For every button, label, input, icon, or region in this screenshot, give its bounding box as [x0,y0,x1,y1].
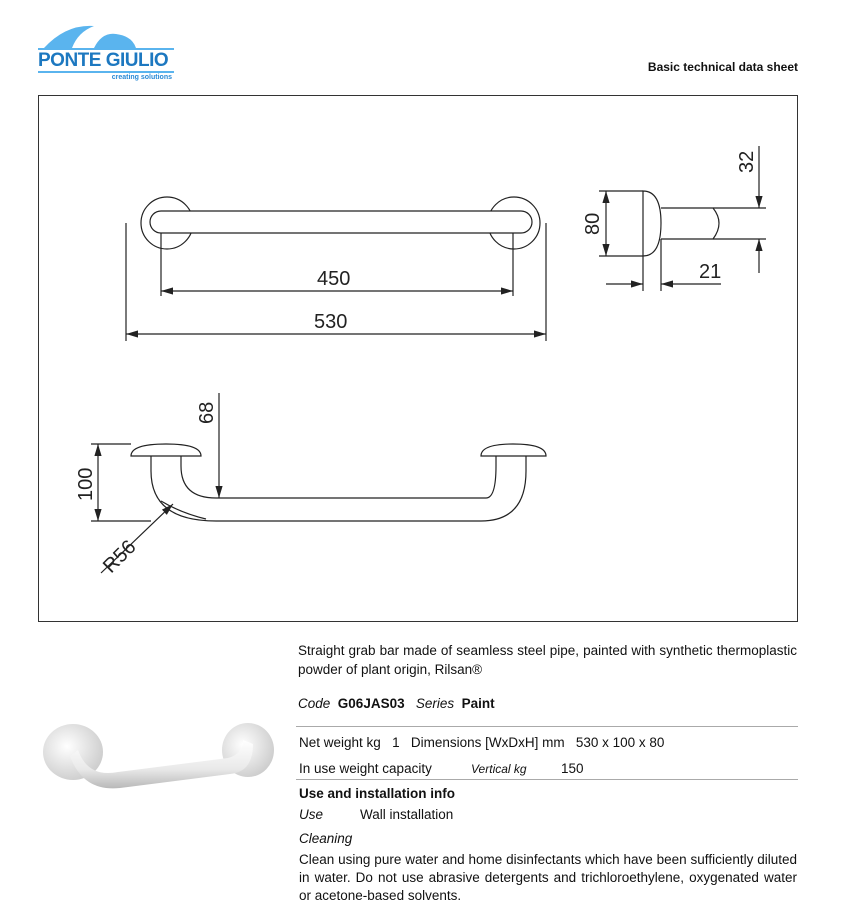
product-code: G06JAS03 [337,696,405,711]
dim-21: 21 [699,261,722,283]
series-label: Series [415,696,455,711]
product-photo [38,710,283,805]
dim-530: 530 [314,311,348,333]
dim-80: 80 [582,212,604,235]
sheet-title: Basic technical data sheet [647,60,798,74]
vertical-value: 150 [561,761,584,776]
dim-68: 68 [196,401,218,424]
net-weight-label: Net weight kg [299,735,381,750]
use-row [299,805,453,824]
use-label: Use [299,807,324,822]
divider [296,726,798,727]
code-line [298,694,495,713]
cleaning-heading: Cleaning [299,831,353,846]
use-value: Wall installation [360,807,454,822]
dim-r56: R56 [98,536,141,578]
series-value: Paint [461,696,495,711]
brand-tagline: creating solutions [111,74,172,81]
top-view [91,393,546,573]
use-heading: Use and installation info [299,786,456,801]
weight-dimensions-row [299,733,664,752]
brand-name: PONTE GIULIO [38,50,169,71]
vertical-label: Vertical kg [471,762,527,776]
dimensions-value: 530 x 100 x 80 [575,735,665,750]
divider [296,779,798,780]
dim-100: 100 [75,467,97,501]
product-description: Straight grab bar made of seamless steel pipe, painted with synthetic thermoplastic powder of plant origin, Rilsan® [298,643,797,677]
code-label: Code [298,696,331,711]
dimensions-label: Dimensions [WxDxH] mm [410,735,565,750]
net-weight-value: 1 [392,735,400,750]
capacity-row [299,759,584,779]
cleaning-text: Clean using pure water and home disinfectants which have been sufficiently diluted in water. Do not use abrasive detergents and trichloroethylene, oxygenated water or acetone-based solvents. [299,852,797,903]
dim-32: 32 [736,150,758,173]
technical-drawing [38,95,798,622]
capacity-label: In use weight capacity [299,761,432,776]
dim-450: 450 [317,268,351,290]
brand-logo [36,22,178,88]
